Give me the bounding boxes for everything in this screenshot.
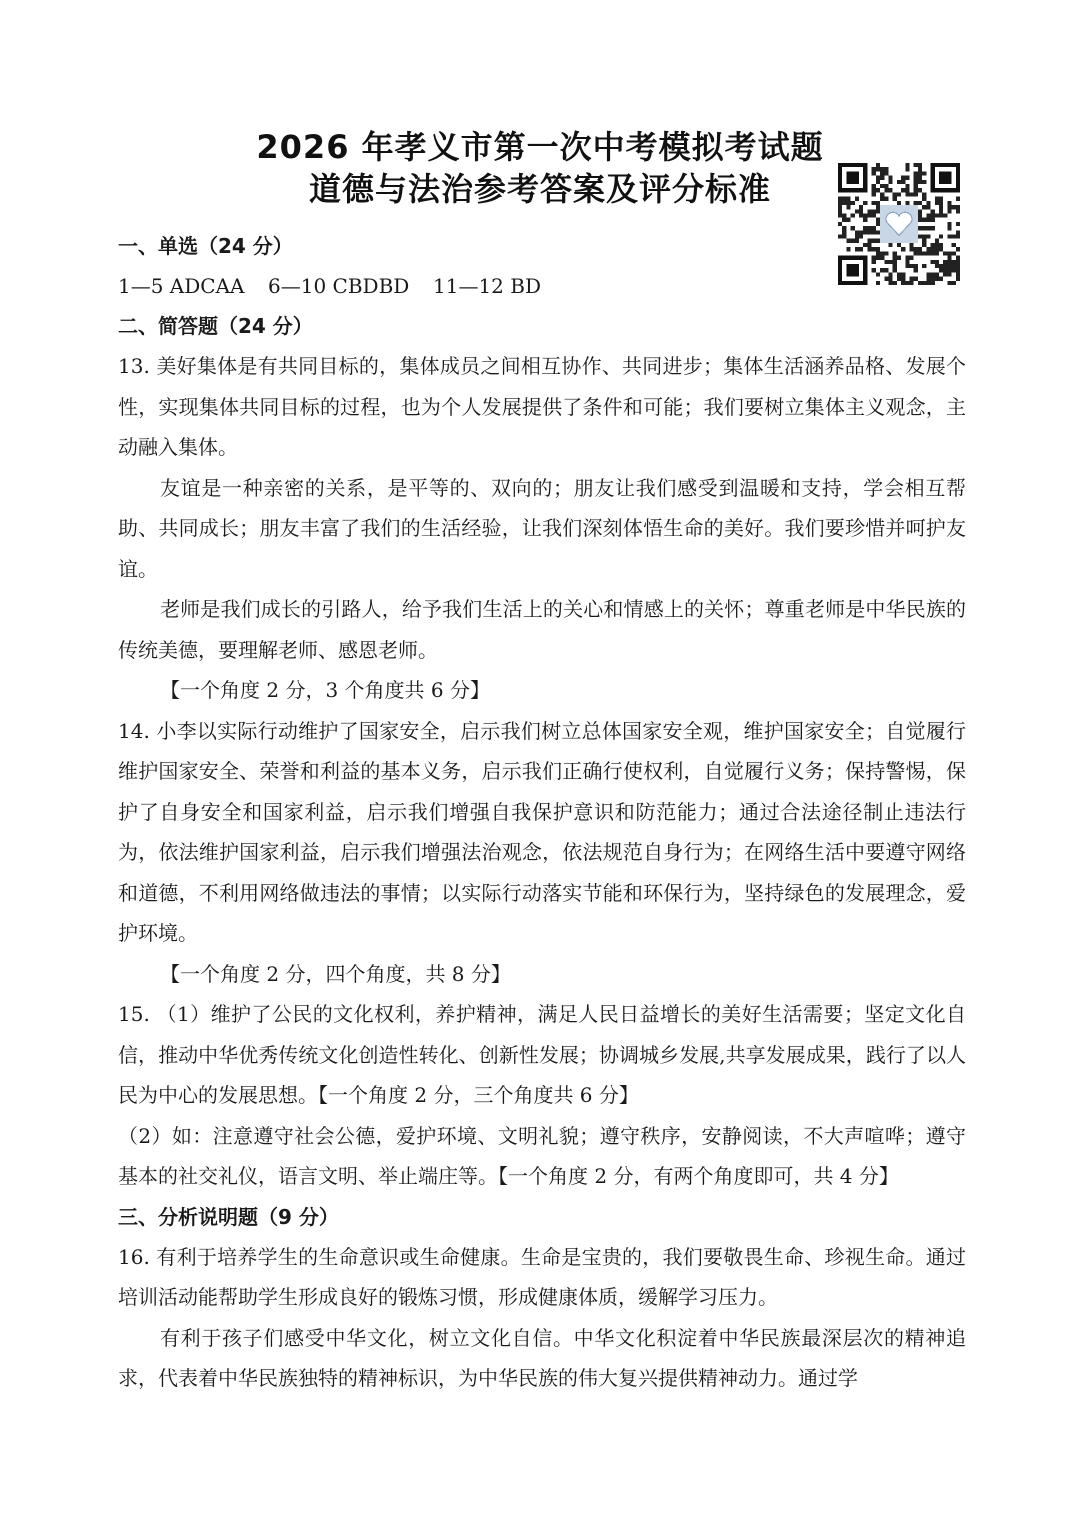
single-choice-answers: [118, 266, 966, 306]
answer-group-1-5: 1—5 ADCAA: [118, 274, 245, 298]
exam-subtitle: 道德与法治参考答案及评分标准: [308, 170, 771, 208]
q16-paragraph-2: 有利于孩子们感受中华文化，树立文化自信。中华文化积淀着中华民族最深层次的精神追求，代表着中华民族独特的精神标识，为中华民族的伟大复兴提供精神动力。通过学: [118, 1325, 966, 1390]
answer-content: [118, 226, 966, 1399]
q15-part-2: （2）如：注意遵守社会公德，爱护环境、文明礼貌；遵守秩序，安静阅读，不大声喧哗；遵守基本的社交礼仪，语言文明、举止端庄等。【一个角度 2 分，有两个角度即可，共 4 分】: [118, 1123, 966, 1188]
q16-paragraph-1: 16. 有利于培养学生的生命意识或生命健康。生命是宝贵的，我们要敬畏生命、珍视生命。通过培训活动能帮助学生形成良好的锻炼习惯，形成健康体质，缓解学习压力。: [118, 1244, 966, 1309]
exam-title: 2026 年孝义市第一次中考模拟考试题: [256, 128, 824, 166]
answer-group-6-10: 6—10 CBDBD: [268, 274, 410, 298]
section-heading-short-answer: 二、简答题（24 分）: [118, 314, 313, 338]
q13-scoring-note: 【一个角度 2 分，3 个角度共 6 分】: [160, 678, 490, 702]
q13-paragraph-1: 13. 美好集体是有共同目标的，集体成员之间相互协作、共同进步；集体生活涵养品格、发展个性，实现集体共同目标的过程，也为个人发展提供了条件和可能；我们要树立集体主义观念，主动融入集体。: [118, 354, 966, 459]
q13-paragraph-3: 老师是我们成长的引路人，给予我们生活上的关心和情感上的关怀；尊重老师是中华民族的传统美德，要理解老师、感恩老师。: [118, 597, 966, 662]
section-heading-single-choice: 一、单选（24 分）: [118, 234, 293, 258]
q13-paragraph-2: 友谊是一种亲密的关系，是平等的、双向的；朋友让我们感受到温暖和支持，学会相互帮助、共同成长；朋友丰富了我们的生活经验，让我们深刻体悟生命的美好。我们要珍惜并呵护友谊。: [118, 475, 966, 581]
section-heading-analysis: 三、分析说明题（9 分）: [118, 1204, 339, 1229]
q14-scoring-note: 【一个角度 2 分，四个角度，共 8 分】: [160, 961, 511, 986]
q15-part-1: 15. （1）维护了公民的文化权利，养护精神，满足人民日益增长的美好生活需要；坚定文化自信，推动中华优秀传统文化创造性转化、创新性发展；协调城乡发展,共享发展成果，践行了以人民为中心的发展思想。【一个角度 2 分，三个角度共 6 分】: [118, 1002, 966, 1107]
q14-paragraph: 14. 小李以实际行动维护了国家安全，启示我们树立总体国家安全观，维护国家安全；自觉履行维护国家安全、荣誉和利益的基本义务，启示我们正确行使权利，自觉履行义务；保持警惕，保护了自身安全和国家利益，启示我们增强自我保护意识和防范能力；通过合法途径制止违法行为，依法维护国家利益，启示我们增强法治观念，依法规范自身行为；在网络生活中要遵守网络和道德，不利用网络做违法的事情；以实际行动落实节能和环保行为，坚持绿色的发展理念，爱护环境。: [118, 718, 966, 945]
answer-group-11-12: 11—12 BD: [433, 274, 541, 298]
